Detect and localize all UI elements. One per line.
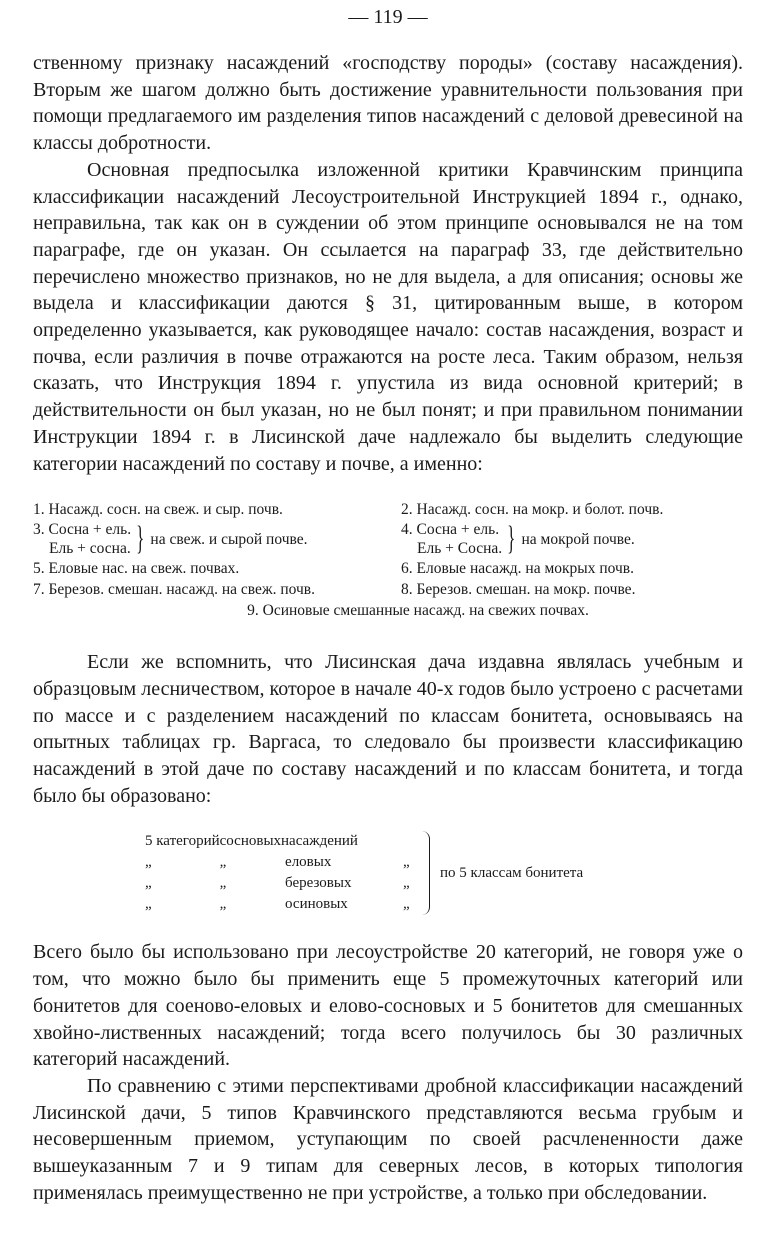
list-item: 7. Березов. смешан. насажд. на свеж. почв.	[33, 581, 315, 599]
list-item: 8. Березов. смешан. на мокр. почве.	[401, 581, 636, 599]
paragraph-1: ственному признаку насаждений «господству породы» (составу насаждения). Вторым же шагом должно быть достижение уравнительности пользования при помощи предлагаемого им разделения типов насаждений с деловой древесиной на классы добротности.	[33, 52, 743, 155]
table-row	[145, 873, 415, 894]
table-cell: „	[219, 854, 227, 871]
table-cell: „	[145, 854, 152, 871]
table-cell: осиновых	[285, 896, 348, 913]
classification-row	[33, 579, 743, 600]
list-item-tail: на свеж. и сырой почве.	[150, 530, 308, 548]
brace-icon	[419, 831, 430, 915]
classification-list	[33, 499, 743, 621]
classification-row	[33, 558, 743, 579]
list-item-tail: на мокрой почве.	[521, 530, 635, 548]
table-cell: насаждений	[281, 833, 358, 850]
list-item: 5. Еловые нас. на свеж. почвах.	[33, 560, 240, 578]
list-item: 6. Еловые насажд. на мокрых почв.	[401, 560, 634, 578]
table-cell: „	[219, 896, 227, 913]
table-row	[145, 894, 415, 915]
list-item-braced	[33, 520, 375, 558]
table-cell: еловых	[285, 854, 332, 871]
list-item-line: 3. Сосна + ель.	[33, 521, 132, 539]
classification-row	[33, 520, 743, 558]
categories-note: по 5 классам бонитета	[440, 864, 584, 881]
table-cell: „	[145, 875, 152, 892]
table-cell: 5 категорий	[145, 833, 220, 850]
table-cell: „	[403, 896, 410, 913]
table-cell: „	[403, 854, 410, 871]
paragraph-5: По сравнению с этими перспективами дробной классификации насаждений Лисинской дачи, 5 типов Кравчинского представляются весьма грубым и несовершенным приемом, уступающим по своей расчлененности даже вышеуказанным 7 и 9 типам для северных лесов, в которых типология применялась преимущественно не при устройстве, а только при обследовании.	[33, 1074, 743, 1204]
classification-row	[33, 499, 743, 520]
table-cell: сосновых	[219, 833, 282, 850]
categories-table	[145, 831, 415, 915]
brace-icon: }	[507, 520, 516, 558]
table-row	[145, 852, 415, 873]
paragraph-2: Основная предпосылка изложенной критики Кравчинским принципа классификации насаждений Лесоустроительной Инструкцией 1894 г., однако, неправильна, так как он в суждении об этом принципе основывался не на том параграфе, где он указан. Он ссылается на параграф 33, где действительно перечислено множество признаков, но не для выдела, а для описания; основы же выдела и классификации даются § 31, цитированным выше, в котором определенно указывается, как руководящее начало: состав насаждения, возраст и почва, если различия в почве отражаются на росте леса. Таким образом, нельзя сказать, что Инструкция 1894 г. упустила из вида основной критерий; в действительности он был указан, но не был понят; и при правильном понимании Инструкции 1894 г. в Лисинской даче надлежало бы выделить следующие категории насаждений по составу и почве, а именно:	[33, 158, 743, 475]
table-cell	[403, 831, 415, 852]
list-item-line: Ель + сосна.	[49, 540, 131, 558]
table-row	[145, 831, 415, 852]
table-cell: „	[403, 875, 410, 892]
paragraph-3: Если же вспомнить, что Лисинская дача издавна являлась учебным и образцовым лесничеством, которое в начале 40-х годов было устроено с расчетами по массе и с разделением насаждений по классам бонитета, основываясь на опытных таблицах гр. Варгаса, то следовало бы произвести классификацию насаждений в этой даче по составу насаждений и по классам бонитета, и тогда было бы образовано:	[33, 651, 743, 807]
list-item-line: 4. Сосна + ель.	[401, 521, 500, 539]
list-item-braced	[375, 520, 743, 558]
table-cell: „	[145, 896, 152, 913]
brace-icon: }	[136, 520, 145, 558]
paragraph-4: Всего было бы использовано при лесоустройстве 20 категорий, не говоря уже о том, что можно было бы применить еще 5 промежуточных категорий или бонитетов для соеново-еловых и елово-сосновых и 5 бонитетов для смешанных хвойно-лиственных насаждений; тогда всего получилось бы 30 различных категорий насаждений.	[33, 941, 743, 1071]
list-item: 1. Насажд. сосн. на свеж. и сыр. почв.	[33, 501, 283, 519]
list-item: 9. Осиновые смешанные насажд. на свежих почвах.	[247, 602, 589, 620]
table-cell: „	[219, 875, 227, 892]
table-cell: березовых	[285, 875, 352, 892]
list-item: 2. Насажд. сосн. на мокр. и болот. почв.	[401, 501, 664, 519]
page-number: — 119 —	[348, 6, 428, 28]
list-item-line: Ель + Сосна.	[417, 540, 503, 558]
categories-block	[145, 831, 743, 915]
